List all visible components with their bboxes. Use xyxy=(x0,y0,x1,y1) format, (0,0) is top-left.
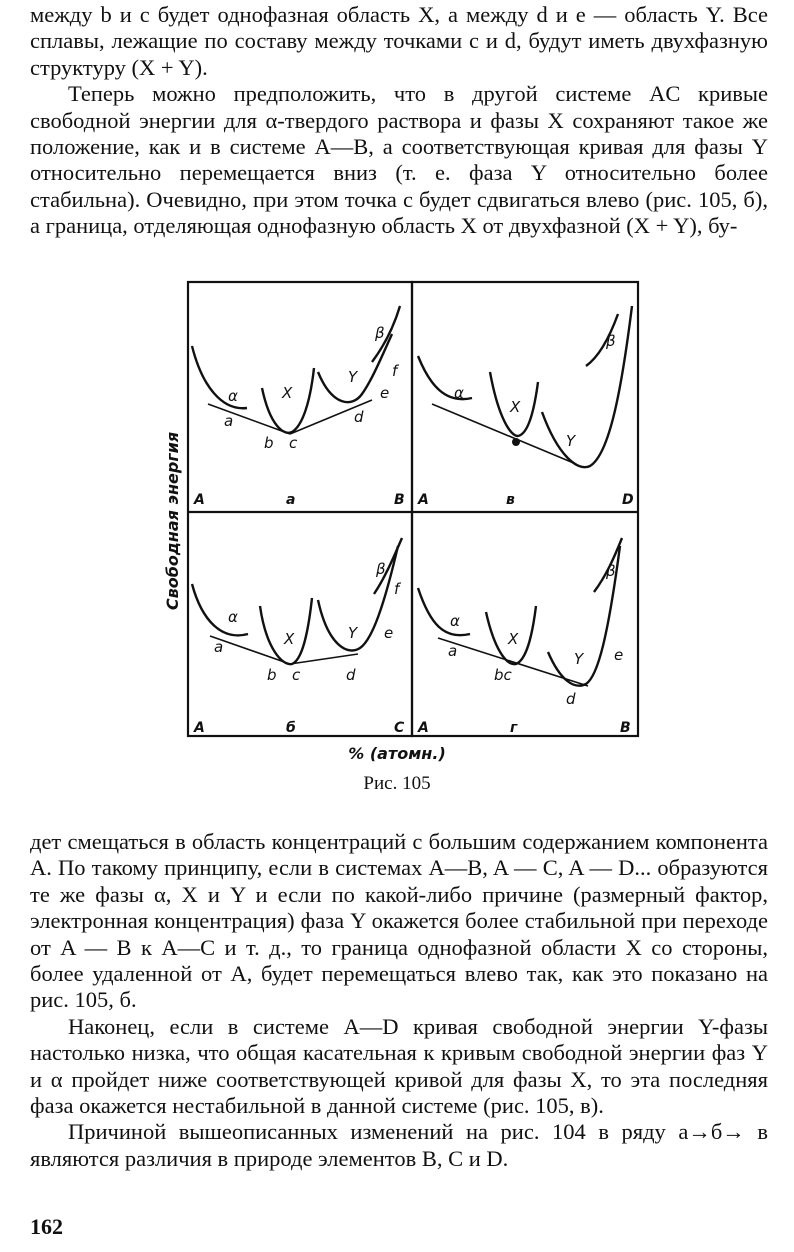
curve-label-beta: β xyxy=(376,560,386,578)
tangent-line xyxy=(432,404,576,464)
figure-105 xyxy=(162,276,438,770)
curve-label-alpha: α xyxy=(228,608,238,626)
point-label: bc xyxy=(494,666,512,684)
axis-end-right: C xyxy=(394,720,405,736)
point-label: a xyxy=(224,412,234,430)
axis-end-left: A xyxy=(194,492,205,508)
tangent-line xyxy=(208,404,290,434)
paragraph: Теперь можно предположить, что в другой системе AC кривые свободной энергии для α-твердого раствора и фазы X сохраняют такое же положение, как и в системе A—B, а соответствующая кривая для фазы Y относительно перемещается вниз (т. е. фаза Y относительно более стабильна). Очевидно, при этом точка c будет сдвигаться влево (рис. 105, б), а граница, отделяющая однофазную область X от двухфазной (X + Y), бу- xyxy=(30,81,768,239)
curve-label-beta: β xyxy=(375,324,385,342)
axis-end-left: A xyxy=(418,492,429,508)
y-curve xyxy=(542,306,632,467)
panel-a xyxy=(192,306,405,508)
paragraph: дет смещаться в область концентраций с большим содержанием компонента A. По такому принципу, если в системах A—B, A — C, A — D... образуются те же фазы α, X и Y и если по какой-либо причине (размерный фактор, электронная концентрация) фаза Y окажется более стабильной при переходе от A — B к A—C и т. д., то граница однофазной области X со стороны, более удаленной от A, будет перемещаться влево так, как это показано на рис. 105, б. xyxy=(30,829,768,1013)
figure-svg xyxy=(162,276,438,770)
point-label: a xyxy=(448,642,458,660)
curve-label-alpha: α xyxy=(228,387,238,405)
point-label: e xyxy=(614,646,624,664)
curve-label-y: Y xyxy=(348,624,358,642)
axis-end-left: A xyxy=(194,720,205,736)
curve-label-x: X xyxy=(508,630,519,648)
x-axis-label-container xyxy=(0,744,794,764)
point-label: f xyxy=(394,580,400,598)
point-label: d xyxy=(346,666,356,684)
point-label: d xyxy=(566,690,576,708)
curve-label-beta: β xyxy=(606,332,616,350)
x-axis-label: % (атомн.) xyxy=(348,744,446,763)
point-label: f xyxy=(392,362,398,380)
paragraph: Причиной вышеописанных изменений на рис. 104 в ряду а→б→ в являются различия в природе элементов B, C и D. xyxy=(30,1119,768,1171)
curve-label-alpha: α xyxy=(454,384,464,402)
curve-label-y: Y xyxy=(566,432,576,450)
curve-label-x: X xyxy=(284,630,295,648)
page-number: 162 xyxy=(30,1214,63,1239)
axis-end-right: B xyxy=(620,720,631,736)
alpha-curve xyxy=(418,356,472,399)
alpha-curve xyxy=(418,588,470,635)
panel-g xyxy=(417,538,631,736)
axis-end-right: B xyxy=(394,492,405,508)
axis-end-right: D xyxy=(622,492,634,508)
curve-label-x: X xyxy=(282,384,293,402)
figure-frame xyxy=(412,282,638,736)
figure-105-right xyxy=(410,276,650,770)
y-axis-label: Свободная энергия xyxy=(163,431,182,611)
bottom-text-block xyxy=(30,829,768,1172)
paragraph: Наконец, если в системе A—D кривая свободной энергии Y-фазы настолько низка, что общая касательная к кривым свободной энергии фаз Y и α пройдет ниже соответствующей кривой для фазы X, то эта последняя фаза окажется нестабильной в данной системе (рис. 105, в). xyxy=(30,1013,768,1119)
curve-label-y: Y xyxy=(348,368,358,386)
top-text-block xyxy=(30,2,768,240)
point-label: d xyxy=(354,408,364,426)
curve-label-y: Y xyxy=(574,650,584,668)
axis-end-left: A xyxy=(418,720,429,736)
panel-label: в xyxy=(506,492,515,508)
panel-v xyxy=(417,306,634,508)
paragraph: между b и c будет однофазная область X, а между d и e — область Y. Все сплавы, лежащие по составу между точками c и d, будут иметь двухфазную структуру (X + Y). xyxy=(30,2,768,80)
panel-label: г xyxy=(510,720,518,736)
point-label: c xyxy=(289,434,298,452)
curve-label-alpha: α xyxy=(450,612,460,630)
curve-label-x: X xyxy=(510,398,521,416)
figure-caption: Рис. 105 xyxy=(363,773,431,794)
panel-label: б xyxy=(286,720,296,736)
alpha-curve xyxy=(192,346,247,408)
point-label: e xyxy=(380,384,390,402)
panel-b xyxy=(192,538,405,736)
point-label: e xyxy=(384,624,394,642)
point-label: c xyxy=(292,666,301,684)
panel-label: а xyxy=(286,492,296,508)
point-label: a xyxy=(214,638,224,656)
point-label: b xyxy=(267,666,277,684)
tangent-point xyxy=(512,438,520,446)
alpha-curve xyxy=(192,584,248,635)
point-label: b xyxy=(264,434,274,452)
curve-label-beta: β xyxy=(606,562,616,580)
